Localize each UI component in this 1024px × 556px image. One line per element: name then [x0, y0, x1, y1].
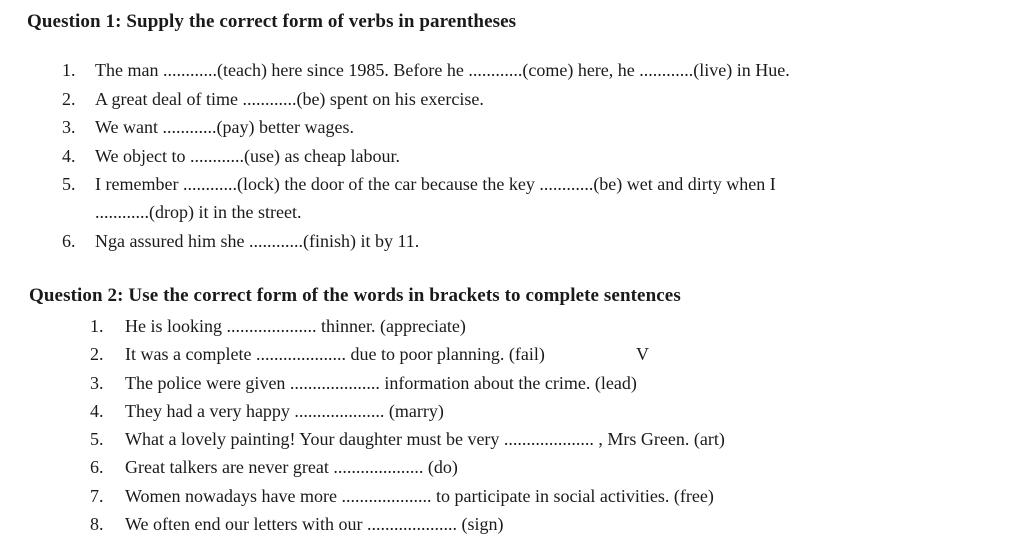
item-number: 1. [90, 316, 104, 336]
item-text: The man ............(teach) here since 1985. Before he ............(come) here, he ............(live) in Hue. [95, 60, 790, 80]
item-text: The police were given .................... information about the crime. (lead) [125, 373, 637, 393]
item-number: 7. [90, 486, 104, 506]
item-number: 4. [90, 401, 104, 421]
item-text: They had a very happy .................... (marry) [125, 401, 444, 421]
item-text: Great talkers are never great .................... (do) [125, 457, 458, 477]
item-text: Women nowadays have more .................... to participate in social activities. (free) [125, 486, 714, 506]
question-2-heading: Question 2: Use the correct form of the words in brackets to complete sentences [29, 285, 681, 306]
item-number: 5. [62, 174, 76, 194]
item-number: 6. [90, 457, 104, 477]
item-text: We often end our letters with our .................... (sign) [125, 514, 504, 534]
item-text: We object to ............(use) as cheap labour. [95, 146, 400, 166]
item-text: A great deal of time ............(be) spent on his exercise. [95, 89, 484, 109]
item-text: What a lovely painting! Your daughter must be very .................... , Mrs Green. (art) [125, 429, 725, 449]
item-number: 8. [90, 514, 104, 534]
handwritten-mark: V [636, 344, 649, 364]
item-number: 2. [62, 89, 76, 109]
item-number: 1. [62, 60, 76, 80]
item-text: I remember ............(lock) the door of the car because the key ............(be) wet and dirty when I [95, 174, 776, 194]
item-text: We want ............(pay) better wages. [95, 117, 354, 137]
item-text: It was a complete .................... due to poor planning. (fail) [125, 344, 545, 364]
item-number: 6. [62, 231, 76, 251]
item-number: 3. [90, 373, 104, 393]
item-text: He is looking .................... thinner. (appreciate) [125, 316, 466, 336]
question-1-heading: Question 1: Supply the correct form of verbs in parentheses [27, 11, 517, 32]
item-number: 2. [90, 344, 104, 364]
item-number: 4. [62, 146, 76, 166]
item-text: Nga assured him she ............(finish) it by 11. [95, 231, 420, 251]
item-number: 3. [62, 117, 76, 137]
item-number: 5. [90, 429, 104, 449]
q1-item-5-continuation: ............(drop) it in the street. [95, 202, 302, 222]
